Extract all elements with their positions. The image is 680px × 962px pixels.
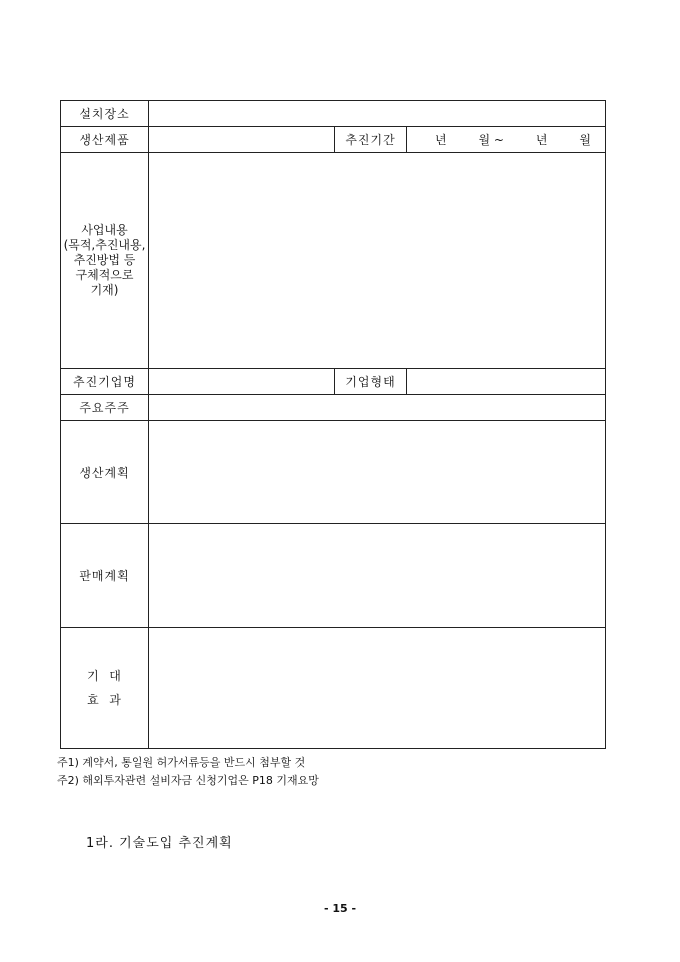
- business-content-label: [61, 153, 149, 369]
- company-type-label: 기업형태: [335, 369, 407, 395]
- period-label: 추진기간: [335, 127, 407, 153]
- expected-effect-label: [61, 628, 149, 749]
- product-label: 생산제품: [61, 127, 149, 153]
- install-location-field[interactable]: [149, 101, 606, 127]
- row-shareholder: [61, 395, 606, 421]
- row-company: [61, 369, 606, 395]
- expected-effect-field[interactable]: [149, 628, 606, 749]
- footnote-1: 주1) 계약서, 통일원 허가서류등을 반드시 첨부할 것: [57, 756, 306, 769]
- product-field[interactable]: [149, 127, 335, 153]
- company-name-label: 추진기업명: [61, 369, 149, 395]
- row-sales-plan: [61, 524, 606, 628]
- section-title: 1라. 기술도입 추진계획: [86, 836, 233, 851]
- period-year-end: 년: [535, 133, 548, 147]
- sales-plan-field[interactable]: [149, 524, 606, 628]
- row-production-plan: [61, 421, 606, 524]
- sales-plan-label: 판매계획: [61, 524, 149, 628]
- business-content-label-line: 사업내용: [81, 223, 128, 237]
- row-install-location: [61, 101, 606, 127]
- business-content-field[interactable]: [149, 153, 606, 369]
- business-content-label-line: 기재): [90, 283, 119, 297]
- company-type-field[interactable]: [407, 369, 606, 395]
- company-name-field[interactable]: [149, 369, 335, 395]
- production-plan-field[interactable]: [149, 421, 606, 524]
- expected-effect-label-line: 기 대: [87, 669, 122, 683]
- production-plan-label: 생산계획: [61, 421, 149, 524]
- period-month-start: 월 ~: [478, 133, 504, 147]
- business-content-label-line: 구체적으로: [75, 268, 134, 282]
- row-product: [61, 127, 606, 153]
- row-business-content: [61, 153, 606, 369]
- period-value: [407, 131, 605, 148]
- period-field[interactable]: [407, 127, 606, 153]
- page-number: - 15 -: [323, 902, 357, 915]
- footnote-2: 주2) 해외투자관련 설비자금 신청기업은 P18 기재요망: [57, 774, 319, 787]
- expected-effect-label-line: 효 과: [87, 693, 122, 707]
- footnotes: [57, 754, 319, 790]
- shareholder-label: 주요주주: [61, 395, 149, 421]
- shareholder-field[interactable]: [149, 395, 606, 421]
- install-location-label: 설치장소: [61, 101, 149, 127]
- application-form-table: [60, 100, 606, 749]
- period-month-end: 월: [579, 133, 592, 147]
- period-year-start: 년: [435, 133, 447, 147]
- row-expected-effect: [61, 628, 606, 749]
- business-content-label-line: 추진방법 등: [73, 253, 136, 267]
- business-content-label-line: (목적,추진내용,: [63, 238, 146, 252]
